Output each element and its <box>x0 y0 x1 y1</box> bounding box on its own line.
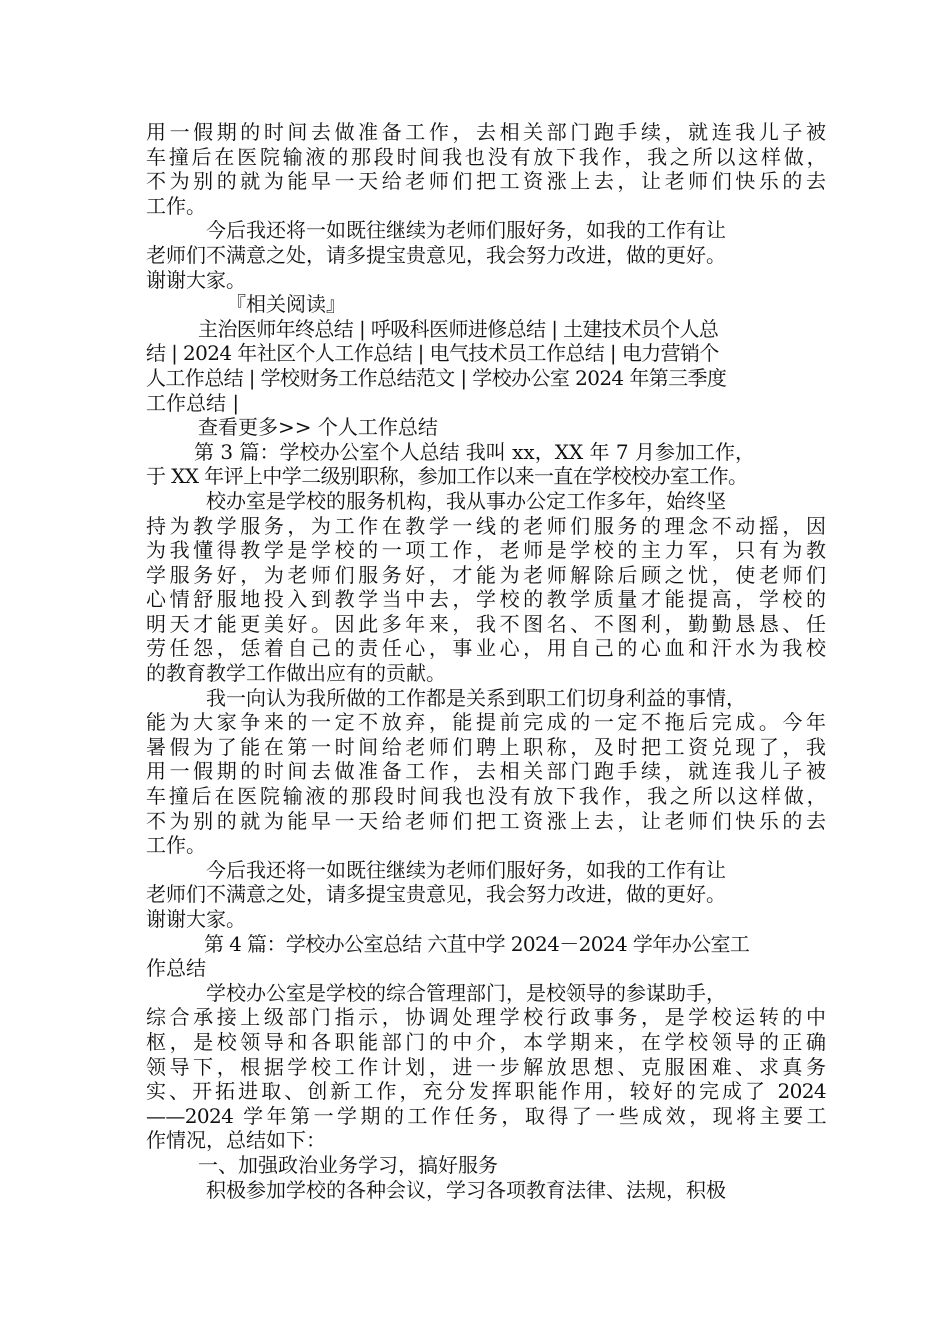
text-line: 为我懂得教学是学校的一项工作，老师是学校的主力军，只有为教 <box>146 538 826 563</box>
related-links-line[interactable]: 人工作总结 | 学校财务工作总结范文 | 学校办公室 2024 年第三季度 <box>146 365 727 390</box>
text-line: 今后我还将一如既往继续为老师们服好务，如我的工作有让 <box>206 857 726 882</box>
text-line: 不为别的就为能早一天给老师们把工资涨上去，让老师们快乐的去 <box>146 808 826 833</box>
text-line: 学服务好，为老师们服务好，才能为老师解除后顾之忧，使老师们 <box>146 562 826 587</box>
text-line: 实、开拓进取、创新工作，充分发挥职能作用，较好的完成了 2024 <box>146 1079 826 1104</box>
text-line: 车撞后在医院输液的那段时间我也没有放下我作，我之所以这样做， <box>146 144 826 169</box>
text-line: 心情舒服地投入到教学当中去，学校的教学质量才能提高，学校的 <box>146 587 826 612</box>
text-line: 持为教学服务，为工作在教学一线的老师们服务的理念不动摇，因 <box>146 513 826 538</box>
text-line: 今后我还将一如既往继续为老师们服好务，如我的工作有让 <box>206 218 726 243</box>
text-line: 积极参加学校的各种会议，学习各项教育法律、法规，积极 <box>206 1177 726 1202</box>
text-line: 的教育教学工作做出应有的贡献。 <box>146 661 446 686</box>
text-line: 领导下，根据学校工作计划，进一步解放思想、克服困难、求真务 <box>146 1054 826 1079</box>
text-line: 谢谢大家。 <box>146 907 246 931</box>
subsection-heading: 一、加强政治业务学习，搞好服务 <box>198 1152 498 1177</box>
view-more-link[interactable]: 查看更多>> 个人工作总结 <box>198 415 438 440</box>
text-line: 老师们不满意之处，请多提宝贵意见，我会努力改进，做的更好。 <box>146 882 726 907</box>
text-line: 校办室是学校的服务机构，我从事办公定工作多年，始终坚 <box>206 488 726 513</box>
text-line: 暑假为了能在第一时间给老师们聘上职称，及时把工资兑现了，我 <box>146 734 826 759</box>
section-heading-3: 第 3 篇：学校办公室个人总结 我叫 xx，XX 年 7 月参加工作， <box>194 439 755 464</box>
text-line: 不为别的就为能早一天给老师们把工资涨上去，让老师们快乐的去 <box>146 169 826 194</box>
text-line: 作总结 <box>146 956 206 981</box>
text-line: ——2024 学年第一学期的工作任务，取得了一些成效，现将主要工 <box>146 1103 826 1128</box>
text-line: 综合承接上级部门指示，协调处理学校行政事务，是学校运转的中 <box>146 1005 826 1030</box>
text-line: 明天才能更美好。因此多年来，我不图名、不图利，勤勤恳恳、任 <box>146 611 826 636</box>
text-line: 作情况，总结如下： <box>146 1128 326 1153</box>
text-line: 劳任怨，恁着自己的责任心，事业心，用自己的心血和汗水为我校 <box>146 636 826 661</box>
related-links-line[interactable]: 工作总结 | <box>146 390 240 415</box>
text-line: 老师们不满意之处，请多提宝贵意见，我会努力改进，做的更好。 <box>146 242 726 267</box>
text-line: 用一假期的时间去做准备工作，去相关部门跑手续，就连我儿子被 <box>146 120 826 144</box>
related-reading-heading: 『相关阅读』 <box>226 292 346 317</box>
text-line: 工作。 <box>146 833 206 858</box>
related-links-line[interactable]: 结 | 2024 年社区个人工作总结 | 电气技术员工作总结 | 电力营销个 <box>146 341 719 366</box>
text-line: 我一向认为我所做的工作都是关系到职工们切身利益的事情， <box>206 685 746 710</box>
text-line: 谢谢大家。 <box>146 267 246 292</box>
text-line: 车撞后在医院输液的那段时间我也没有放下我作，我之所以这样做， <box>146 784 826 809</box>
text-line: 工作。 <box>146 193 206 218</box>
text-line: 能为大家争来的一定不放弃，能提前完成的一定不拖后完成。今年 <box>146 710 826 735</box>
related-links-line[interactable]: 主治医师年终总结 | 呼吸科医师进修总结 | 土建技术员个人总 <box>198 316 719 341</box>
text-line: 枢，是校领导和各职能部门的中介，本学期来，在学校领导的正确 <box>146 1029 826 1054</box>
text-line: 于 XX 年评上中学二级别职称，参加工作以来一直在学校校办室工作。 <box>146 464 748 489</box>
section-heading-4: 第 4 篇：学校办公室总结 六苴中学 2024－2024 学年办公室工 <box>204 931 750 956</box>
text-line: 用一假期的时间去做准备工作，去相关部门跑手续，就连我儿子被 <box>146 759 826 784</box>
text-line: 学校办公室是学校的综合管理部门，是校领导的参谋助手， <box>206 980 726 1005</box>
document-page <box>146 120 826 1202</box>
